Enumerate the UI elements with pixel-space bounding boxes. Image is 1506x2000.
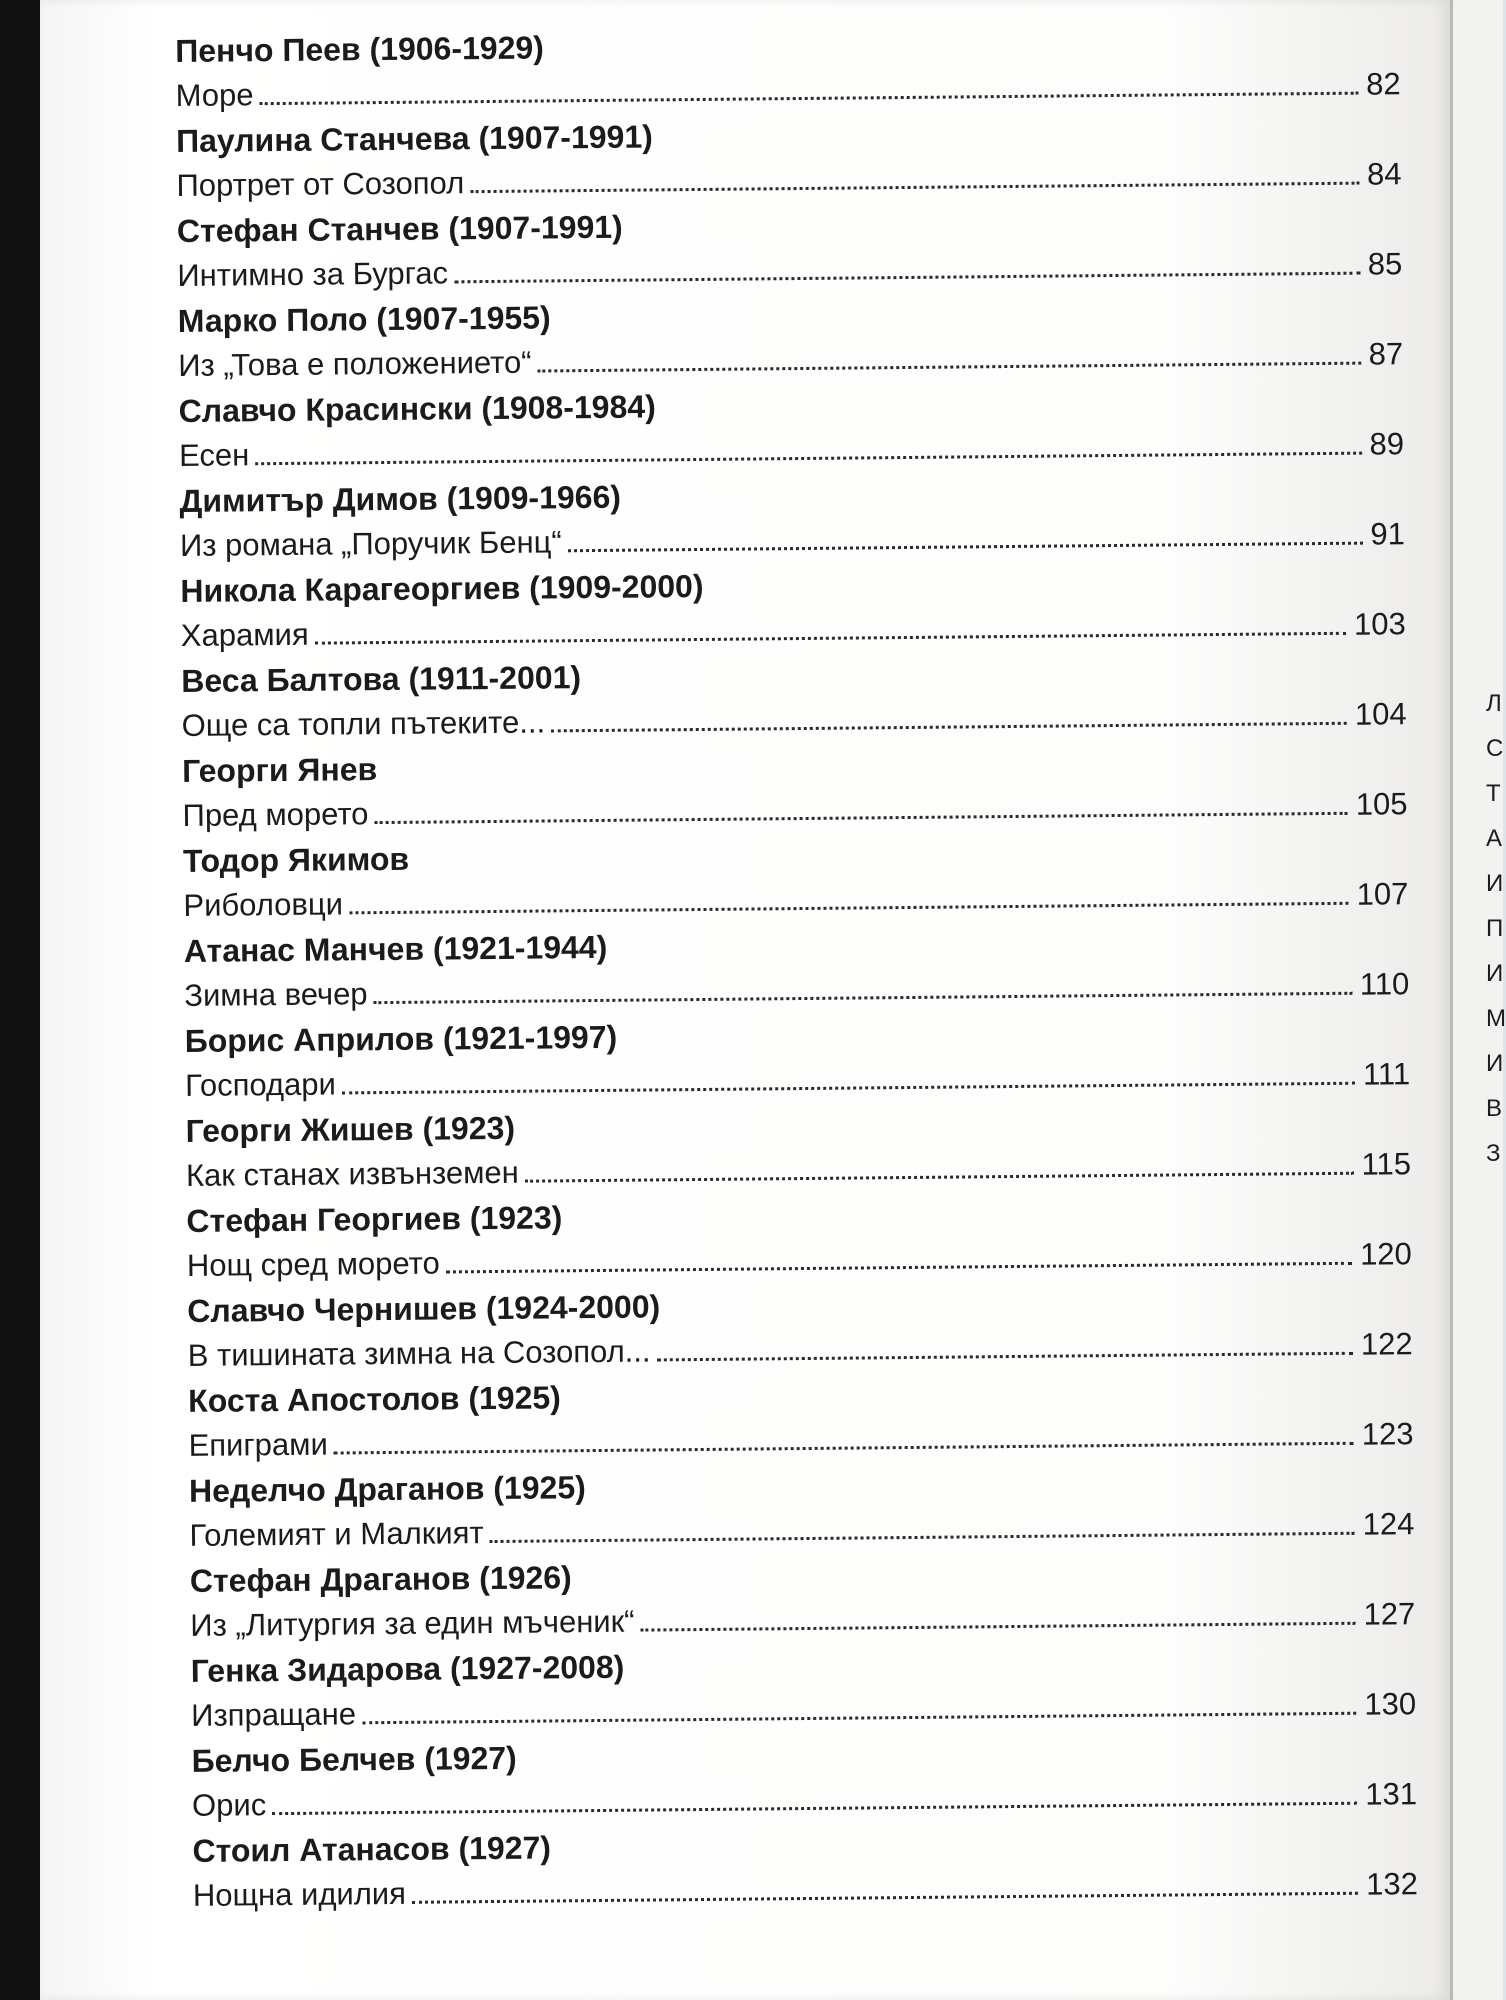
toc-author: Коста Апостолов (1925) bbox=[188, 1379, 562, 1419]
toc-author: Димитър Димов (1909-1966) bbox=[179, 478, 622, 519]
edge-letter: В bbox=[1486, 1095, 1503, 1122]
toc-page-number: 124 bbox=[1362, 1506, 1415, 1542]
dot-leader bbox=[568, 542, 1363, 553]
toc-page-number: 89 bbox=[1369, 426, 1405, 462]
toc-page-number: 87 bbox=[1368, 336, 1404, 372]
next-page-edge bbox=[1450, 0, 1503, 2000]
dot-leader bbox=[342, 1082, 1355, 1095]
dot-leader bbox=[334, 1442, 1354, 1455]
dot-leader bbox=[349, 902, 1349, 915]
toc-page-number: 103 bbox=[1353, 606, 1406, 642]
toc-entry-title: Из „Литургия за един мъченик“ bbox=[190, 1603, 635, 1643]
toc-page-number: 82 bbox=[1365, 66, 1401, 102]
toc-page-number: 85 bbox=[1367, 246, 1403, 282]
toc-author: Славчо Чернишев (1924-2000) bbox=[187, 1288, 661, 1329]
toc-page-number: 115 bbox=[1361, 1146, 1412, 1182]
toc-author: Веса Балтова (1911-2001) bbox=[181, 659, 582, 699]
toc-entry-title: Големият и Малкият bbox=[189, 1515, 484, 1553]
toc-entry-title: Изпращане bbox=[191, 1696, 357, 1733]
toc-author: Паулина Станчева (1907-1991) bbox=[175, 118, 653, 159]
dot-leader bbox=[272, 1802, 1357, 1815]
dot-leader bbox=[315, 632, 1346, 645]
toc-page-number: 131 bbox=[1365, 1776, 1418, 1812]
edge-letter: П bbox=[1486, 915, 1504, 942]
dot-leader bbox=[255, 452, 1361, 466]
toc-author: Атанас Манчев (1921-1944) bbox=[183, 928, 608, 969]
toc-entry-title: Харамия bbox=[180, 616, 309, 653]
toc-author: Белчо Белчев (1927) bbox=[191, 1739, 517, 1779]
toc-page-number: 91 bbox=[1370, 516, 1406, 552]
edge-letter: Т bbox=[1486, 780, 1501, 807]
toc-entry-title: Риболовци bbox=[183, 886, 344, 923]
toc-page-number: 122 bbox=[1360, 1326, 1413, 1362]
toc-entry-title: Есен bbox=[178, 437, 250, 473]
toc-author: Генка Зидарова (1927-2008) bbox=[190, 1648, 625, 1689]
toc-entry-title: Епиграми bbox=[188, 1426, 328, 1463]
toc-entry-title: Нощ сред морето bbox=[186, 1245, 440, 1283]
toc-page-number: 105 bbox=[1355, 786, 1408, 822]
book-spine-shadow bbox=[0, 0, 40, 2000]
dot-leader bbox=[470, 182, 1359, 194]
edge-letter: М bbox=[1486, 1005, 1506, 1032]
toc-author: Борис Априлов (1921-1997) bbox=[184, 1018, 618, 1059]
toc-entry-title: Море bbox=[175, 77, 254, 113]
toc-page-number: 127 bbox=[1363, 1596, 1416, 1632]
toc-author: Георги Янев bbox=[181, 751, 378, 789]
toc-page-number: 130 bbox=[1364, 1686, 1417, 1722]
dot-leader bbox=[446, 1262, 1352, 1274]
toc-entry-title: Пред морето bbox=[182, 796, 369, 833]
toc-entry-title: Нощна идилия bbox=[192, 1875, 407, 1913]
dot-leader bbox=[551, 722, 1347, 733]
toc-page-number: 110 bbox=[1359, 966, 1410, 1002]
toc-author: Никола Карагеоргиев (1909-2000) bbox=[180, 567, 704, 609]
toc-author: Тодор Якимов bbox=[182, 840, 410, 879]
toc-page-number: 120 bbox=[1359, 1236, 1412, 1272]
toc-entry-title: Портрет от Созопол bbox=[176, 165, 465, 203]
toc-entry-title: Из „Това е положението“ bbox=[178, 344, 532, 383]
edge-letter: А bbox=[1486, 825, 1503, 852]
edge-letter: И bbox=[1486, 870, 1504, 897]
toc-entry-title: Още са топли пътеките... bbox=[181, 704, 546, 743]
dot-leader bbox=[454, 272, 1360, 284]
table-of-contents bbox=[175, 16, 1418, 1918]
toc-page-number: 104 bbox=[1354, 696, 1407, 732]
toc-author: Пенчо Пеев (1906-1929) bbox=[175, 29, 545, 69]
toc-entry-title: В тишината зимна на Созопол... bbox=[187, 1333, 651, 1373]
toc-author: Стефан Георгиев (1923) bbox=[186, 1199, 563, 1239]
toc-entry-title: Господари bbox=[184, 1066, 336, 1103]
dot-leader bbox=[412, 1892, 1358, 1904]
edge-letter: З bbox=[1486, 1140, 1501, 1167]
toc-author: Неделчо Драганов (1925) bbox=[188, 1469, 586, 1509]
edge-letter: С bbox=[1486, 735, 1504, 762]
edge-letter: Л bbox=[1486, 690, 1502, 717]
dot-leader bbox=[525, 1172, 1354, 1183]
toc-page-number: 84 bbox=[1366, 156, 1402, 192]
toc-author: Стоил Атанасов (1927) bbox=[192, 1829, 552, 1869]
dot-leader bbox=[641, 1622, 1356, 1632]
toc-author: Георги Жишев (1923) bbox=[185, 1109, 516, 1149]
toc-author: Славчо Красински (1908-1984) bbox=[178, 388, 656, 429]
edge-letter: И bbox=[1486, 960, 1504, 987]
dot-leader bbox=[657, 1352, 1353, 1362]
toc-entry-title: Зимна вечер bbox=[184, 976, 368, 1013]
toc-page-number: 132 bbox=[1365, 1866, 1419, 1902]
toc-page-number: 107 bbox=[1356, 876, 1409, 912]
toc-page-number: 123 bbox=[1361, 1416, 1414, 1452]
dot-leader bbox=[490, 1532, 1355, 1543]
toc-entry-title: Орис bbox=[191, 1787, 267, 1823]
dot-leader bbox=[375, 812, 1348, 824]
edge-letter: И bbox=[1486, 1050, 1504, 1077]
toc-author: Стефан Драганов (1926) bbox=[189, 1559, 572, 1599]
toc-author: Стефан Станчев (1907-1991) bbox=[176, 208, 623, 249]
toc-page-number: 111 bbox=[1362, 1056, 1411, 1092]
toc-entry-title: Из романа „Поручик Бенц“ bbox=[179, 524, 562, 563]
toc-entry-title: Как станах извънземен bbox=[185, 1154, 519, 1193]
toc-entry-title: Интимно за Бургас bbox=[177, 255, 449, 293]
dot-leader bbox=[260, 92, 1359, 106]
dot-leader bbox=[362, 1712, 1356, 1725]
toc-author: Марко Поло (1907-1955) bbox=[177, 299, 551, 339]
dot-leader bbox=[374, 992, 1352, 1004]
dot-leader bbox=[538, 362, 1361, 373]
